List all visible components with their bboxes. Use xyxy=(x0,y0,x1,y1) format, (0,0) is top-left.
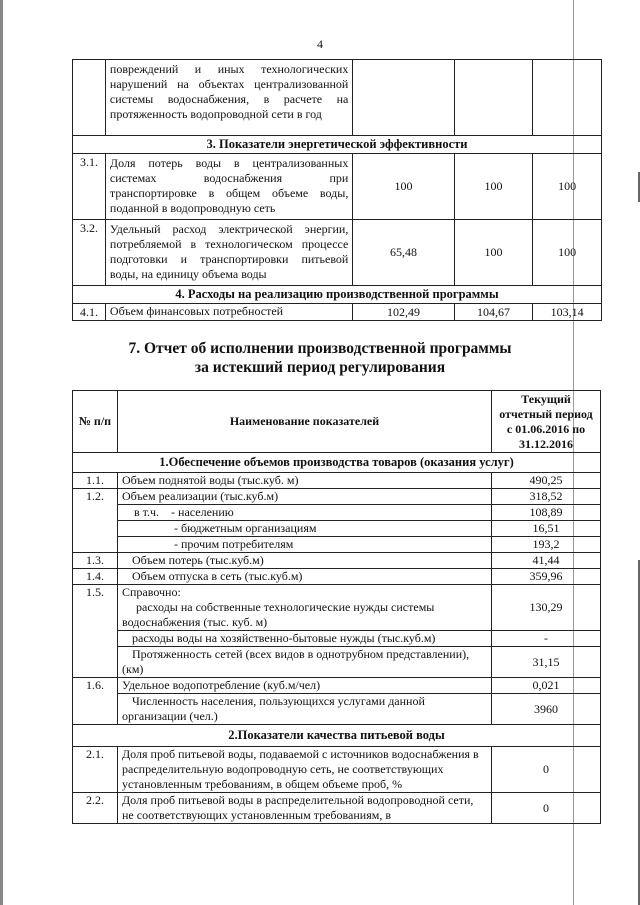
row-value: 108,89 xyxy=(492,505,601,521)
table-row xyxy=(73,553,601,569)
row-value: 0,021 xyxy=(492,678,601,694)
row-description: - прочим потребителям xyxy=(118,537,492,553)
section-title: 1.Обеспечение объемов производства товаров (оказания услуг) xyxy=(73,453,601,473)
table-row xyxy=(73,793,601,824)
row-description: повреждений и иных технологических нарушений на объектах централизованной системы водоснабжения, в расчете на протяженность водопроводной сети в год xyxy=(105,60,352,136)
row-description: Объем отпуска в сеть (тыс.куб.м) xyxy=(118,569,492,585)
row-description: Удельное водопотребление (куб.м/чел) xyxy=(118,678,492,694)
row-number: 3.2. xyxy=(73,220,106,286)
row-value: 100 xyxy=(533,154,602,220)
row-description xyxy=(118,585,492,631)
row-value xyxy=(353,60,454,136)
row-value: 0 xyxy=(492,793,601,824)
header-period: Текущий отчетный период с 01.06.2016 по 31.12.2016 xyxy=(492,391,601,453)
row-number: 1.6. xyxy=(73,678,118,725)
table-row xyxy=(73,631,601,647)
row-value: 193,2 xyxy=(492,537,601,553)
section-header-row xyxy=(73,453,601,473)
report-title-line1: 7. Отчет об исполнении производственной программы xyxy=(128,340,512,357)
reference-label: Справочно: xyxy=(122,585,181,599)
row-value: 318,52 xyxy=(492,489,601,505)
row-description: Удельный расход электрической энергии, потребляемой в технологическом процессе подготовки и транспортировки питьевой воды, на единицу объема воды xyxy=(105,220,352,286)
row-description: Доля проб питьевой воды, подаваемой с источников водоснабжения в распределительную водопроводную сеть, не соответствующих установленным требованиям, в общем объеме проб, % xyxy=(118,747,492,793)
row-value: 100 xyxy=(454,220,533,286)
row-value: 31,15 xyxy=(492,647,601,678)
table-row xyxy=(73,489,601,505)
table-row xyxy=(73,60,602,136)
table-row xyxy=(73,585,601,631)
row-value: 100 xyxy=(454,154,533,220)
row-value xyxy=(533,60,602,136)
row-value: 100 xyxy=(533,220,602,286)
scan-left-edge xyxy=(0,0,3,905)
table-row xyxy=(73,747,601,793)
row-number xyxy=(73,60,106,136)
row-description: расходы воды на хозяйственно-бытовые нужды (тыс.куб.м) xyxy=(118,631,492,647)
row-description: Протяженность сетей (всех видов в однотрубном представлении), (км) xyxy=(118,647,492,678)
table-row xyxy=(73,220,602,286)
row-value: 16,51 xyxy=(492,521,601,537)
row-value: 65,48 xyxy=(353,220,454,286)
section-title: 4. Расходы на реализацию производственной программы xyxy=(73,286,602,304)
row-value xyxy=(454,60,533,136)
section-title: 3. Показатели энергетической эффективности xyxy=(73,136,602,154)
table-row xyxy=(73,304,602,321)
reference-text: расходы на собственные технологические нужды системы водоснабжения (тыс. куб. м) xyxy=(122,600,435,629)
report-title-line2: за истекший период регулирования xyxy=(194,359,446,376)
row-number: 4.1. xyxy=(73,304,106,321)
row-description: Доля проб питьевой воды в распределительной водопроводной сети, не соответствующих установленным требованиям, в xyxy=(118,793,492,824)
row-number: 1.1. xyxy=(73,473,118,489)
table-row xyxy=(73,694,601,725)
table-header-row xyxy=(73,391,601,453)
table-row xyxy=(73,647,601,678)
header-number: № п/п xyxy=(73,391,118,453)
row-value: 41,44 xyxy=(492,553,601,569)
row-description: Объем потерь (тыс.куб.м) xyxy=(118,553,492,569)
section-header-row xyxy=(73,725,601,747)
row-value: - xyxy=(492,631,601,647)
row-value: 104,67 xyxy=(454,304,533,321)
row-description: Объем поднятой воды (тыс.куб. м) xyxy=(118,473,492,489)
row-number: 1.5. xyxy=(73,585,118,678)
row-number: 2.1. xyxy=(73,747,118,793)
table-row xyxy=(73,154,602,220)
row-description: Объем финансовых потребностей xyxy=(105,304,352,321)
row-number: 1.3. xyxy=(73,553,118,569)
row-number: 2.2. xyxy=(73,793,118,824)
page-number: 4 xyxy=(317,37,323,51)
row-value: 359,96 xyxy=(492,569,601,585)
row-value: 100 xyxy=(353,154,454,220)
table-row xyxy=(73,678,601,694)
row-value: 0 xyxy=(492,747,601,793)
row-number: 1.4. xyxy=(73,569,118,585)
row-value: 102,49 xyxy=(353,304,454,321)
section-header-row xyxy=(73,136,602,154)
row-description: в т.ч. - населению xyxy=(118,505,492,521)
report-title xyxy=(0,339,640,377)
report-table xyxy=(72,390,601,824)
row-value: 3960 xyxy=(492,694,601,725)
row-number: 3.1. xyxy=(73,154,106,220)
section-title: 2.Показатели качества питьевой воды xyxy=(73,725,601,747)
table-row xyxy=(73,521,601,537)
indicators-table-continued xyxy=(72,59,602,321)
row-description: Объем реализации (тыс.куб.м) xyxy=(118,489,492,505)
row-description: Доля потерь воды в централизованных системах водоснабжения при транспортировке в общем объеме воды, поданной в водопроводную сеть xyxy=(105,154,352,220)
section-header-row xyxy=(73,286,602,304)
row-value: 103,14 xyxy=(533,304,602,321)
table-row xyxy=(73,569,601,585)
header-name: Наименование показателей xyxy=(118,391,492,453)
table-row xyxy=(73,473,601,489)
row-description: - бюджетным организациям xyxy=(118,521,492,537)
row-value: 490,25 xyxy=(492,473,601,489)
row-value: 130,29 xyxy=(492,585,601,631)
table-row xyxy=(73,537,601,553)
row-description: Численность населения, пользующихся услугами данной организации (чел.) xyxy=(118,694,492,725)
row-number: 1.2. xyxy=(73,489,118,553)
table-row xyxy=(73,505,601,521)
